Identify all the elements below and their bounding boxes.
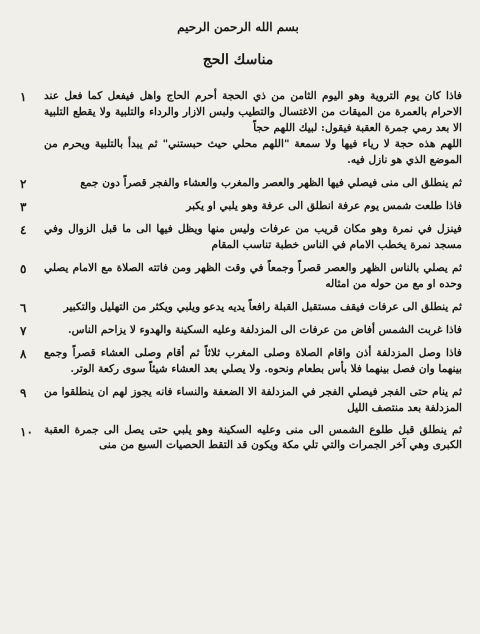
item-text: ثم ينطلق الى منى فيصلي فيها الظهر والعصر والمغرب والعشاء والفجر قصراً دون جمع [80, 177, 462, 189]
item-text: ثم ينام حتى الفجر فيصلي الفجر في المزدلفة الا الضعفة والنساء فانه يجوز لهم ان ينطلقوا من المزدلفة بعد منتصف الليل [44, 386, 462, 414]
list-item [14, 175, 462, 191]
document-title: مناسك الحج [202, 52, 274, 68]
item-text: فاذا وصل المزدلفة أذن واقام الصلاة وصلى المغرب ثلاثاً ثم أقام وصلى العشاء قصراً وجمع بينهما وان فصل بينهما فلا بأس بطعام ونحوه. ولا يصلي بعد العشاء شيئاً سوى ركعة الوتر. [44, 347, 462, 375]
list-item [14, 221, 462, 253]
basmala-heading: بسم الله الرحمن الرحيم [177, 20, 299, 34]
item-number: ١٠ [20, 425, 33, 439]
item-number: ٢ [20, 177, 27, 191]
item-text: فاذا غربت الشمس أفاض من عرفات الى المزدلفة وعليه السكينة والهدوء لا يزاحم الناس. [67, 324, 462, 336]
list-item [14, 88, 462, 168]
item-number: ٣ [20, 200, 27, 214]
item-text: ثم ينطلق قبل طلوع الشمس الى منى وعليه السكينة وهو يلبي حتى يصل الى جمرة العقبة الكبرى وهي آخر الجمرات والتي تلي مكة ويكون قد التقط الحصيات السبع من منى [44, 424, 462, 451]
list-item [14, 198, 462, 214]
list-item [14, 260, 462, 292]
item-number: ٥ [20, 262, 27, 276]
item-number: ٦ [20, 301, 27, 315]
item-number: ٨ [20, 347, 27, 361]
item-text: ثم يصلي بالناس الظهر والعصر قصراً وجمعاً في وقت الظهر ومن فاتته الصلاة مع الامام يصلي وحده او مع من حوله من امثاله [44, 262, 462, 290]
list-item [14, 423, 462, 453]
item-text-continuation: اللهم هذه حجة لا رياء فيها ولا سمعة "اللهم محلي حيث حبستني" ثم يبدأ بالتلبية ويحرم من الموضع الذي هو نازل فيه. [44, 138, 462, 166]
list-item [14, 322, 462, 338]
item-text: فينزل في نمرة وهو مكان قريب من عرفات وليس منها ويظل فيها الى ما قبل الزوال وفي مسجد نمرة يخطب الامام في الناس خطبة تناسب المقام [44, 223, 462, 251]
item-text: فاذا طلعت شمس يوم عرفة انطلق الى عرفة وهو يلبي او يكبر [186, 200, 462, 212]
rituals-list [14, 88, 462, 453]
item-text: فاذا كان يوم التروية وهو اليوم الثامن من ذي الحجة أحرم الحاج واهل فيفعل كما فعل عند الاحرام بالعمرة من الميقات من الاغتسال والتطيب ولبس الازار والرداء والتلبية ولا يقطع التلبية الا بعد رمي جمرة العقبة فيقول: لبيك اللهم حجاً [44, 90, 462, 134]
list-item [14, 299, 462, 315]
list-item [14, 345, 462, 377]
list-item [14, 384, 462, 416]
item-text: ثم ينطلق الى عرفات فيقف مستقبل القبلة رافعاً يديه يدعو ويلبي ويكثر من التهليل والتكبير [63, 301, 462, 313]
item-number: ٩ [20, 386, 27, 400]
item-number: ٤ [20, 223, 27, 237]
item-number: ٧ [20, 324, 27, 338]
item-number: ١ [20, 90, 27, 104]
